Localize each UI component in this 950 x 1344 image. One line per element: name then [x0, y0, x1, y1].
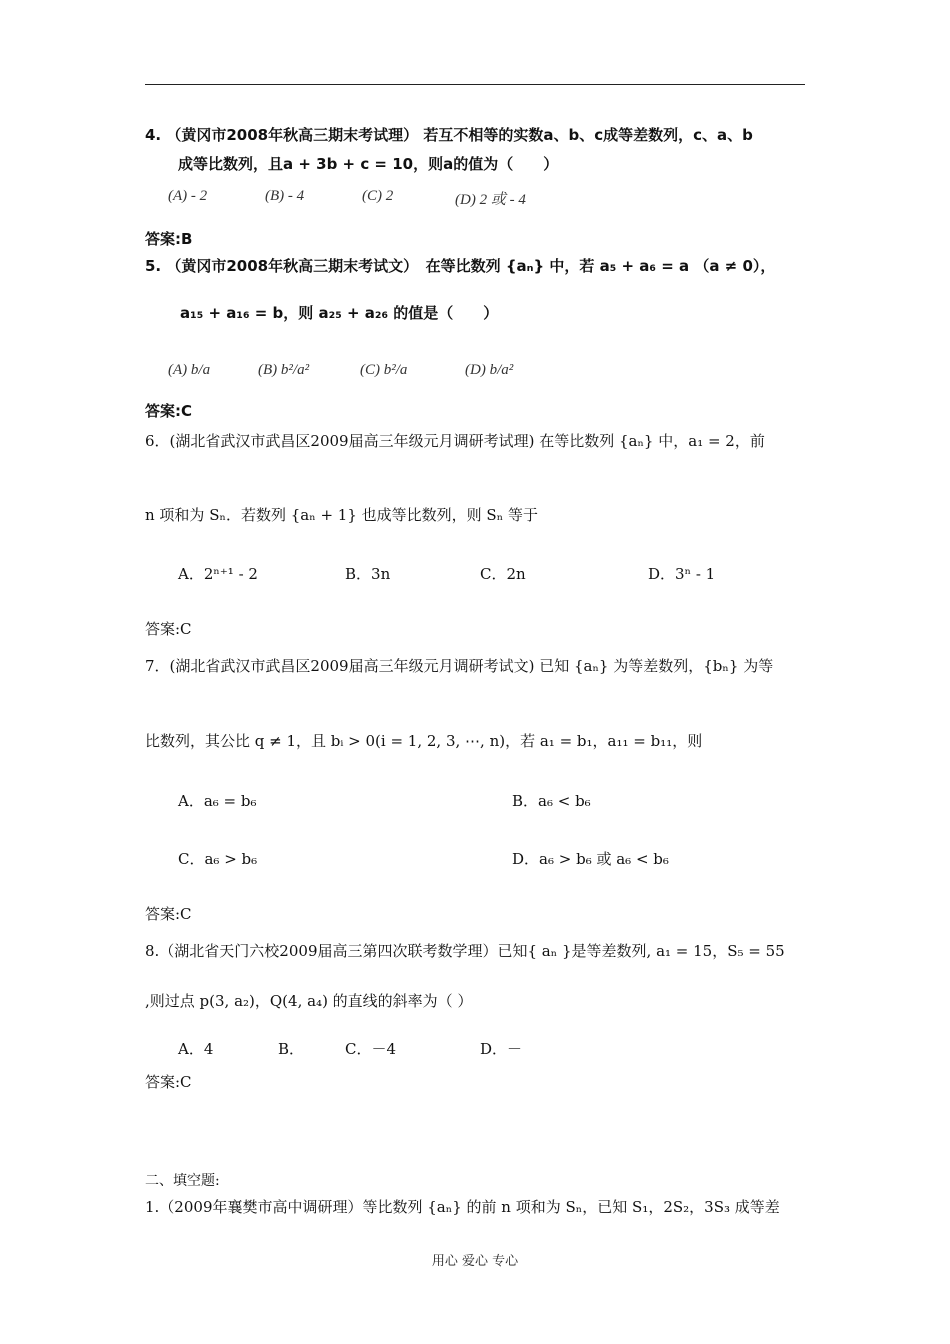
q8-option-d: D．－	[480, 1040, 523, 1058]
q7-option-b: B．a₆ < b₆	[512, 792, 591, 810]
q5-line2: a₁₅ + a₁₆ = b，则 a₂₅ + a₂₆ 的值是（ ）	[180, 304, 499, 322]
q7-option-c: C．a₆ > b₆	[178, 850, 258, 868]
q7-answer: 答案:C	[145, 905, 192, 923]
q7-line1: 7．(湖北省武汉市武昌区2009届高三年级元月调研考试文) 已知 {aₙ} 为等差数列，{bₙ} 为等	[145, 657, 774, 675]
q4-option-b: (B) - 4	[265, 188, 305, 204]
page-footer: 用心 爱心 专心	[431, 1254, 519, 1269]
q5-line1: 5. （黄冈市2008年秋高三期末考试文） 在等比数列 {aₙ} 中，若 a₅ + a₆ = a （a ≠ 0），	[145, 257, 776, 275]
q5-option-c: (C) b²/a	[360, 362, 408, 378]
q6-option-c: C．2n	[480, 565, 526, 583]
q6-line1: 6．(湖北省武汉市武昌区2009届高三年级元月调研考试理) 在等比数列 {aₙ} 中，a₁ = 2，前	[145, 432, 765, 450]
q8-option-b: B．	[278, 1040, 305, 1058]
q5-answer: 答案:C	[145, 402, 193, 420]
q4-line2: 成等比数列，且a + 3b + c = 10，则a的值为（ ）	[178, 155, 559, 173]
q7-line2: 比数列，其公比 q ≠ 1，且 bᵢ > 0(i = 1, 2, 3, ⋯, n)，若 a₁ = b₁，a₁₁ = b₁₁，则	[145, 732, 703, 750]
q5-option-d: (D) b/a²	[465, 362, 514, 378]
q8-line2: ,则过点 p(3, a₂)，Q(4, a₄) 的直线的斜率为（ ）	[145, 992, 473, 1010]
q8-option-a: A．4	[178, 1040, 214, 1058]
q6-option-b: B．3n	[345, 565, 391, 583]
q5-option-a: (A) b/a	[168, 362, 211, 378]
q4-option-a: (A) - 2	[168, 188, 208, 204]
q8-answer: 答案:C	[145, 1073, 192, 1091]
header-rule	[145, 84, 805, 85]
q4-answer: 答案:B	[145, 230, 193, 248]
q4-option-c: (C) 2	[362, 188, 394, 204]
q7-option-d: D．a₆ > b₆ 或 a₆ < b₆	[512, 850, 669, 868]
q6-line2: n 项和为 Sₙ．若数列 {aₙ + 1} 也成等比数列，则 Sₙ 等于	[145, 506, 538, 524]
q8-line1: 8.（湖北省天门六校2009届高三第四次联考数学理）已知{ aₙ }是等差数列, a₁ = 15，S₅ = 55	[145, 942, 785, 960]
q6-option-a: A．2ⁿ⁺¹ - 2	[178, 565, 258, 583]
q5-option-b: (B) b²/a²	[258, 362, 310, 378]
q7-option-a: A．a₆ = b₆	[178, 792, 257, 810]
q6-answer: 答案:C	[145, 620, 192, 638]
section-heading: 二、填空题:	[145, 1173, 220, 1189]
q6-option-d: D．3ⁿ - 1	[648, 565, 716, 583]
q4-line1: 4. （黄冈市2008年秋高三期末考试理） 若互不相等的实数a、b、c成等差数列，c、a、b	[145, 126, 753, 144]
q4-option-d: (D) 2 或 - 4	[455, 192, 526, 208]
fill-blank-q1: 1.（2009年襄樊市高中调研理）等比数列 {aₙ} 的前 n 项和为 Sₙ，已知 S₁，2S₂，3S₃ 成等差	[145, 1198, 780, 1216]
q8-option-c: C．－4	[345, 1040, 397, 1058]
